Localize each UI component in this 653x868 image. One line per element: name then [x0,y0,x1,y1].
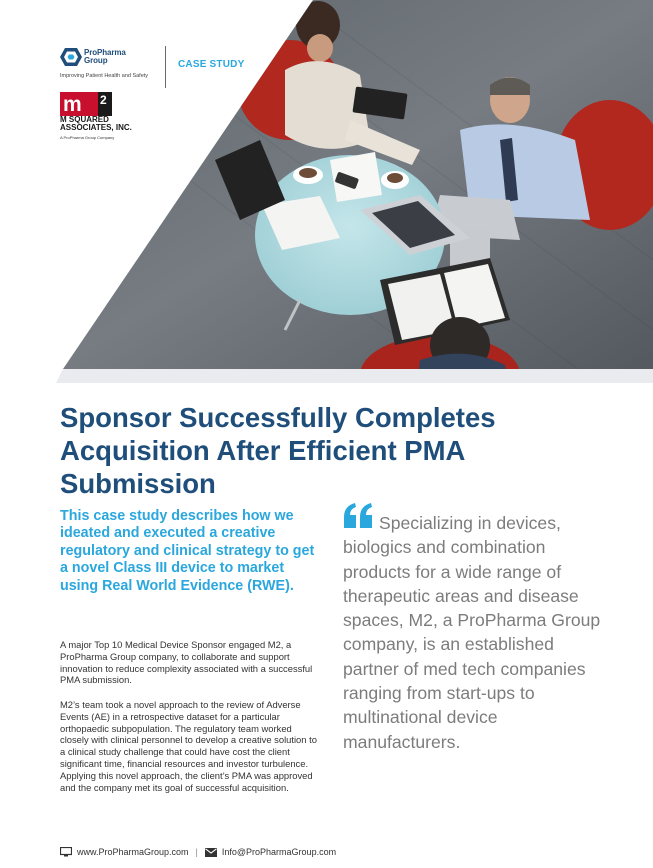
backdrop-shade [56,369,653,383]
monitor-icon [60,847,72,857]
m2-mark-icon [60,92,120,116]
header-divider [165,46,166,88]
m2-name-line2: ASSOCIATES, INC. [60,123,132,132]
svg-text:m: m [63,93,82,116]
email-link[interactable]: Info@ProPharmaGroup.com [221,847,337,857]
document-type-label: CASE STUDY [178,59,245,70]
svg-text:2: 2 [100,93,107,107]
m2-wordmark [60,116,132,132]
propharma-wordmark [84,49,126,65]
website-link[interactable]: www.ProPharmaGroup.com [77,847,189,857]
propharma-logo [60,47,160,83]
propharma-name-line2: Group [84,56,108,65]
email-icon [205,848,217,857]
page-title: Sponsor Successfully Completes Acquisition After Efficient PMA Submission [60,402,496,499]
pull-quote: Specializing in devices, biologics and combination products for a wide range of therapeutic areas and disease spaces, M2, a ProPharma Group company, is an established partner of med tech companies ranging from start-ups to multinational device manufacturers. [343,513,601,752]
body-paragraph-2: M2’s team took a novel approach to the review of Adverse Events (AE) in a retrospective dataset for a particular orthopaedic subpopulation. The regulatory team worked closely with clinical personnel to develop a creative solution to a clinical study challenge that could have cost the client significant time, financial resources and investor turbulence. Applying this novel approach, the client’s PMA was approved and the company met its goal of successful acquisition. [60,699,317,793]
footer [60,845,336,859]
m2-logo [60,92,132,148]
intro-summary: This case study describes how we ideated and executed a creative regulatory and clinical strategy to get a novel Class III device to market using Real World Evidence (RWE). [60,508,315,594]
footer-separator: | [195,847,198,857]
propharma-hexagon-icon [60,47,82,67]
propharma-name-line1: ProPharma [84,48,126,57]
m2-tagline: A ProPharma Group Company [60,135,115,140]
propharma-tagline: Improving Patient Health and Safety [60,73,149,79]
body-paragraph-1: A major Top 10 Medical Device Sponsor engaged M2, a ProPharma Group company, to collaborate and support innovation to reduce complexity associated with a successful PMA submission. [60,639,313,686]
m2-name-line1: M SQUARED [60,115,109,124]
